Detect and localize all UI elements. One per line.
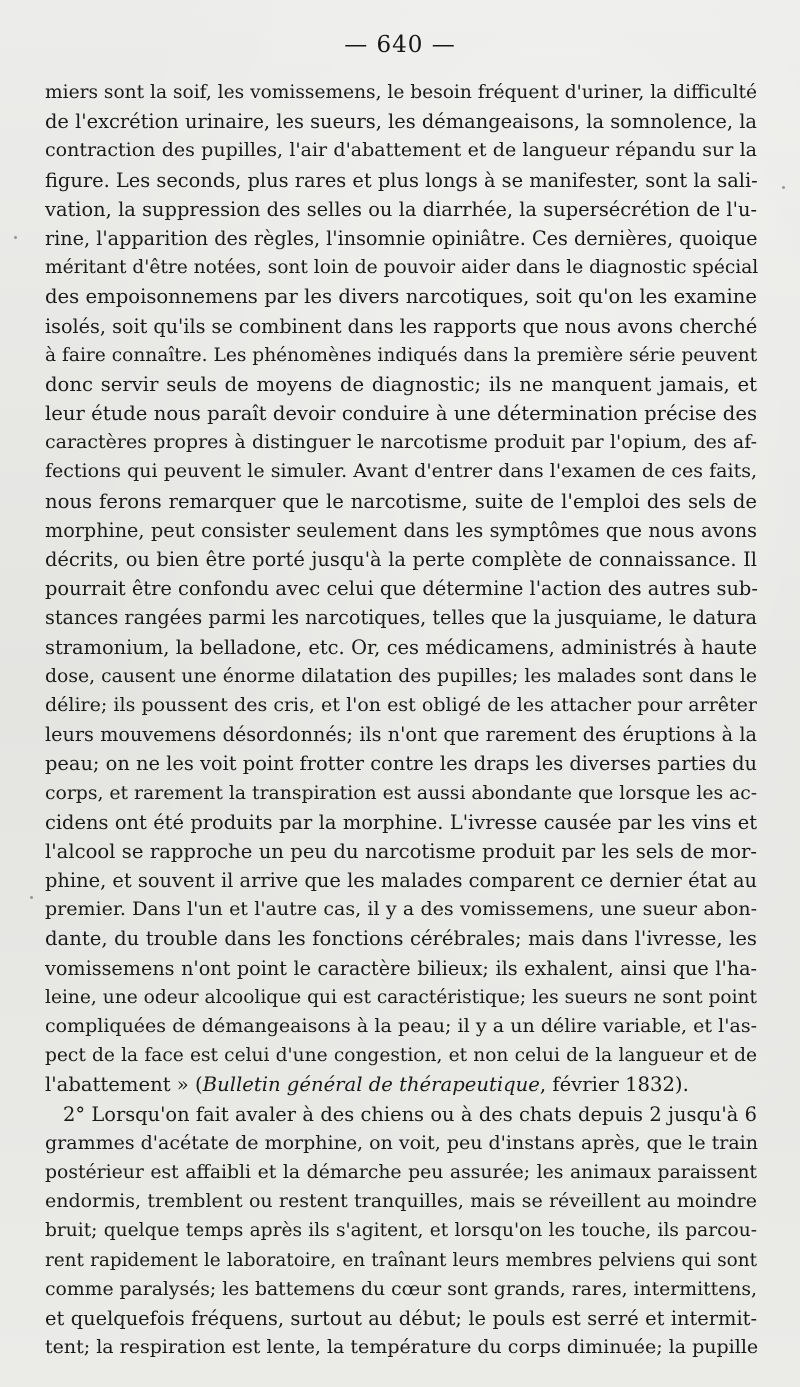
- text-line: rine, l'apparition des règles, l'insomnie opiniâtre. Ces dernières, quoique: [45, 226, 758, 250]
- text-line: donc servir seuls de moyens de diagnostic; ils ne manquent jamais, et: [45, 372, 757, 396]
- text-line: morphine, peut consister seulement dans les symptômes que nous avons: [45, 518, 757, 542]
- text-line: délire; ils poussent des cris, et l'on est obligé de les attacher pour arrêter: [45, 693, 757, 716]
- text-line: rent rapidement le laboratoire, en traînant leurs membres pelviens qui sont: [45, 1249, 757, 1271]
- text-line: peau; on ne les voit point frotter contre les draps les diverses parties du: [45, 752, 757, 776]
- text-line: miers sont la soif, les vomissemens, le besoin fréquent d'uriner, la difficulté: [45, 82, 757, 103]
- text-line: dose, causent une énorme dilatation des pupilles; les malades sont dans le: [45, 665, 757, 687]
- text-line: compliquées de démangeaisons à la peau; il y a un délire variable, et l'as-: [45, 1015, 757, 1037]
- text-line: premier. Dans l'un et l'autre cas, il y a des vomissemens, une sueur abon-: [45, 898, 757, 921]
- text-line: fections qui peuvent le simuler. Avant d'entrer dans l'examen de ces faits,: [45, 460, 757, 483]
- text-line: figure. Les seconds, plus rares et plus longs à se manifester, sont la sali-: [45, 168, 758, 192]
- text-line: isolés, soit qu'ils se combinent dans les rapports que nous avons cherché: [45, 314, 758, 338]
- text-line: des empoisonnemens par les divers narcotiques, soit qu'on les examine: [45, 285, 757, 309]
- text-line: caractères propres à distinguer le narcotisme produit par l'opium, des af-: [45, 431, 757, 454]
- paper-speck: [782, 186, 785, 189]
- text-line: stramonium, la belladone, etc. Or, ces médicamens, administrés à haute: [45, 635, 757, 659]
- text-line: stances rangées parmi les narcotiques, telles que la jusquiame, le datura: [45, 606, 757, 630]
- citation-after: , février 1832).: [539, 1073, 689, 1097]
- citation-line: [45, 1070, 757, 1099]
- text-line: contraction des pupilles, l'air d'abattement et de langueur répandu sur la: [45, 139, 757, 162]
- body-text: [45, 78, 757, 1362]
- text-line: de l'excrétion urinaire, les sueurs, les démangeaisons, la somnolence, la: [45, 110, 757, 134]
- text-line: corps, et rarement la transpiration est aussi abondante que lorsque les ac-: [45, 782, 758, 804]
- paper-speck: [30, 896, 33, 899]
- text-line: l'alcool se rapproche un peu du narcotisme produit par les sels de mor-: [45, 839, 757, 863]
- text-line: vomissemens n'ont point le caractère bilieux; ils exhalent, ainsi que l'ha-: [45, 956, 757, 980]
- text-line: tent; la respiration est lente, la température du corps diminuée; la pupille: [45, 1336, 759, 1359]
- text-line: et quelquefois fréquens, surtout au début; le pouls est serré et intermit-: [45, 1306, 757, 1330]
- paper-speck: [14, 236, 17, 239]
- text-line: décrits, ou bien être porté jusqu'à la perte complète de connaissance. Il: [45, 548, 757, 571]
- text-line: phine, et souvent il arrive que les malades comparent ce dernier état au: [45, 869, 757, 893]
- text-line: leine, une odeur alcoolique qui est caractéristique; les sueurs ne sont point: [45, 986, 757, 1008]
- text-line: méritant d'être notées, sont loin de pouvoir aider dans le diagnostic spécial: [45, 257, 759, 279]
- text-line: comme paralysés; les battemens du cœur sont grands, rares, intermittens,: [45, 1278, 758, 1300]
- text-line: pect de la face est celui d'une congestion, et non celui de la langueur et de: [45, 1045, 757, 1067]
- citation-before: l'abattement » (: [45, 1073, 203, 1097]
- page-number: — 640 —: [344, 32, 456, 58]
- text-line: bruit; quelque temps après ils s'agitent, et lorsqu'on les touche, ils parcou-: [45, 1220, 757, 1242]
- text-line: cidens ont été produits par la morphine. L'ivresse causée par les vins et: [45, 810, 757, 834]
- text-line: grammes d'acétate de morphine, on voit, peu d'instans après, que le train: [45, 1131, 758, 1154]
- text-line: vation, la suppression des selles ou la diarrhée, la supersécrétion de l'u-: [45, 197, 757, 221]
- citation-source-title: Bulletin général de thérapeutique: [202, 1073, 540, 1097]
- text-line: postérieur est affaibli et la démarche peu assurée; les animaux paraissent: [45, 1161, 757, 1183]
- paragraph-start-line: 2° Lorsqu'on fait avaler à des chiens ou à des chats depuis 2 jusqu'à 6: [63, 1102, 757, 1126]
- text-line: leur étude nous paraît devoir conduire à une détermination précise des: [45, 402, 757, 426]
- text-line: dante, du trouble dans les fonctions cérébrales; mais dans l'ivresse, les: [45, 927, 757, 951]
- text-line: pourrait être confondu avec celui que détermine l'action des autres sub-: [45, 577, 758, 601]
- text-line: à faire connaître. Les phénomènes indiqués dans la première série peuvent: [45, 344, 758, 366]
- text-line: nous ferons remarquer que le narcotisme, suite de l'emploi des sels de: [45, 489, 757, 513]
- text-line: leurs mouvemens désordonnés; ils n'ont que rarement des éruptions à la: [45, 723, 757, 747]
- text-line: endormis, tremblent ou restent tranquilles, mais se réveillent au moindre: [45, 1190, 757, 1213]
